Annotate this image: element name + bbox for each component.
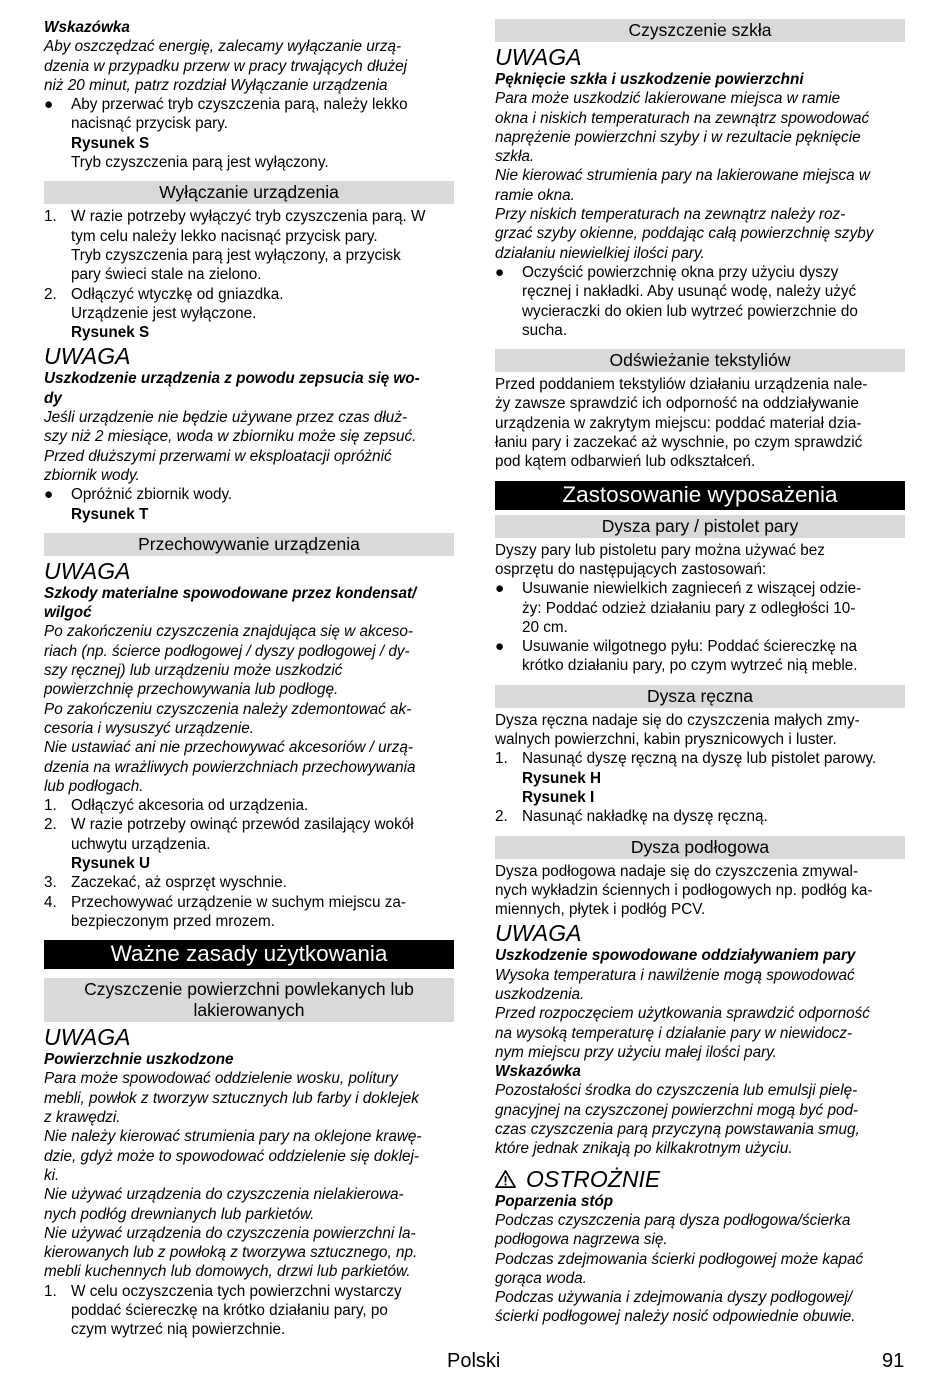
section-heading-textiles: Odświeżanie tekstyliów — [495, 349, 905, 372]
text-line: nym miejscu przy użyciu małej ilości pary. — [495, 1043, 777, 1061]
notice-text — [495, 966, 905, 1062]
bullet-item: ● Usuwanie niewielkich zagnieceń z wiszącej odzie- ży: Poddać odzież działaniu pary z odległości 10- 20 cm. — [495, 579, 905, 637]
text-line: ręcznej i nakładki. Aby usunąć wodę, należy użyć — [522, 283, 857, 301]
step-4: 4. Przechowywać urządzenie w suchym miejscu za- bezpieczonym przed mrozem. — [44, 893, 454, 932]
step-2: 2. W razie potrzeby owinąć przewód zasilający wokół uchwytu urządzenia. — [44, 815, 454, 854]
section-heading-switch-off: Wyłączanie urządzenia — [44, 181, 454, 204]
notice-heading: UWAGA — [44, 343, 131, 370]
text-line: mebli, powłok z tworzyw sztucznych lub farby i doklejek — [44, 1089, 419, 1107]
text-line: Przy niskich temperaturach na zewnątrz należy roz- — [495, 206, 846, 224]
text-line: z krawędzi. — [44, 1109, 121, 1127]
text-line: Uszkodzenie urządzenia z powodu zepsucia się wo- — [44, 370, 420, 388]
warning-triangle-icon — [495, 1169, 516, 1189]
text-line: zbiornik wody. — [44, 466, 140, 484]
text-line: pod kątem odbarwień lub odkształceń. — [495, 453, 756, 471]
figure-ref: Rysunek U — [71, 854, 151, 872]
notice-heading: UWAGA — [44, 1024, 131, 1051]
text-line: podłogowa nagrzewa się. — [495, 1231, 668, 1249]
notice-text — [495, 89, 905, 263]
text-line: ramie okna. — [495, 186, 575, 204]
text-line: na wysoką temperaturę i działanie pary w niewidocz- — [495, 1024, 853, 1042]
text-line: okna i niskich temperaturach na zewnątrz spowodować — [495, 109, 870, 127]
left-column — [44, 18, 454, 1340]
text-line: Przechowywać urządzenie w suchym miejscu za- — [71, 893, 406, 911]
text-line: bezpieczonym przed mrozem. — [71, 912, 276, 930]
text-line: uszkodzenia. — [495, 985, 585, 1003]
body-text — [495, 862, 905, 920]
chapter-heading-usage-rules: Ważne zasady użytkowania — [44, 940, 454, 969]
caution-heading — [495, 1167, 905, 1192]
text-line: lakierowanych — [193, 1000, 305, 1021]
text-line: dy — [44, 389, 62, 407]
figure-ref: Rysunek I — [522, 788, 595, 806]
bullet-item: ● Oczyścić powierzchnię okna przy użyciu dyszy ręcznej i nakładki. Aby usunąć wodę, należy użyć wycieraczki do okien lub wytrzeć powierzchnie do sucha. — [495, 263, 905, 340]
text-line: które jednak znikają po kilkakrotnym użyciu. — [495, 1140, 793, 1158]
text-line: uchwytu urządzenia. — [71, 835, 211, 853]
text-line: Po zakończeniu czyszczenia znajdująca się w akceso- — [44, 623, 414, 641]
text-line: niż 20 minut, patrz rozdział Wyłączanie urządzenia — [44, 76, 388, 94]
text-line: cesoria i wysuszyć urządzenie. — [44, 719, 254, 737]
text-line: łaniu pary i zaczekać aż wyschnie, po czym sprawdzić — [495, 434, 863, 452]
notice-subtitle: Uszkodzenie spowodowane oddziaływaniem pary — [495, 947, 856, 965]
figure-ref: Rysunek H — [522, 769, 602, 787]
text-line: czym wytrzeć nią powierzchnie. — [71, 1321, 286, 1339]
text-line: nych wykładzin ściennych i podłogowych np. podłóg ka- — [495, 881, 873, 899]
figure-ref: Rysunek S — [71, 324, 150, 342]
bullet-item: ● Opróżnić zbiornik wody. — [44, 486, 233, 504]
notice-subtitle: Pęknięcie szkła i uszkodzenie powierzchni — [495, 71, 804, 88]
text-line: gorąca woda. — [495, 1269, 587, 1287]
text-line: Nie należy kierować strumienia pary na oklejone krawę- — [44, 1128, 422, 1146]
text-line: Jeśli urządzenie nie będzie używane przez czas dłuż- — [44, 409, 408, 427]
section-heading-coated-surfaces — [44, 978, 454, 1022]
text-line: powierzchnię przechowywania lub podłogę. — [44, 681, 339, 699]
text-line: miennych, płytek i podłóg PCV. — [495, 901, 706, 919]
text-line: gnacyjnej na czyszczonej powierzchni mogą być pod- — [495, 1101, 859, 1119]
text-line: kierowanych lub z powłoką z tworzywa sztucznego, np. — [44, 1244, 418, 1262]
text-line: grzać szyby okienne, poddając całą powierzchnię szyby — [495, 225, 874, 243]
figure-ref: Rysunek S — [71, 134, 150, 152]
text-line: szy niż 2 miesiące, woda w zbiorniku może się zepsuć. — [44, 428, 417, 446]
step-1: 1. Nasunąć dyszę ręczną na dyszę lub pistolet parowy. — [495, 750, 877, 768]
step-3: 3. Zaczekać, aż osprzęt wyschnie. — [44, 874, 287, 892]
text-line: Nie używać urządzenia do czyszczenia powierzchni la- — [44, 1224, 416, 1242]
chapter-heading-accessories: Zastosowanie wyposażenia — [495, 481, 905, 510]
notice-heading: UWAGA — [495, 920, 582, 947]
text-line: lub podłogach. — [44, 777, 144, 795]
text-line: Przed rozpoczęciem użytkowania sprawdzić odporność — [495, 1005, 870, 1023]
section-heading-hand-nozzle: Dysza ręczna — [495, 685, 905, 708]
text-line: szy ręcznej) lub urządzeniu może uszkodzić — [44, 662, 343, 680]
body-text — [495, 541, 905, 580]
footer-language: Polski — [447, 1350, 501, 1372]
tip-text — [44, 37, 454, 95]
text-line: Przed poddaniem tekstyliów działaniu urządzenia nale- — [495, 376, 868, 394]
notice-subtitle — [44, 369, 454, 408]
text-line: Aby oszczędzać energię, zalecamy wyłączanie urzą- — [44, 38, 402, 56]
text-line: urządzenia w zakrytym miejscu: poddać materiał dzia- — [495, 414, 862, 432]
section-heading-glass: Czyszczenie szkła — [495, 19, 905, 42]
text-line: Odłączyć wtyczkę od gniazdka. — [71, 285, 284, 303]
bullet-item: ● Usuwanie wilgotnego pyłu: Poddać ściereczkę na krótko działaniu pary, po czym wytrzeć nią meble. — [495, 637, 905, 676]
text-line: W razie potrzeby owinąć przewód zasilający wokół — [71, 816, 414, 834]
text-line: czas czyszczenia parą przyczyną powstawania smug, — [495, 1121, 860, 1139]
text-line: nacisnąć przycisk pary. — [71, 115, 228, 133]
notice-heading: UWAGA — [44, 557, 131, 584]
text-line: Nie ustawiać ani nie przechowywać akcesoriów / urzą- — [44, 739, 413, 757]
right-column — [495, 18, 905, 1327]
text-line: dzie, gdyż może to spowodować oddzielenie się doklej- — [44, 1147, 419, 1165]
text-line: tym celu należy lekko nacisnąć przycisk pary. — [71, 227, 378, 245]
text-line: riach (np. ścierce podłogowej / dyszy podłogowej / dy- — [44, 642, 410, 660]
text-line: poddać ściereczkę na krótko działaniu pary, po — [71, 1302, 388, 1320]
text-line: Nie kierować strumienia pary na lakierowane miejsca w — [495, 167, 870, 185]
text-line: Usuwanie niewielkich zagnieceń z wiszącej odzie- — [522, 580, 862, 598]
text-line: naprężenie powierzchni szyby i w rezultacie pęknięcie — [495, 128, 861, 146]
page-number: 91 — [882, 1350, 905, 1372]
text-line: walnych powierzchni, kabin prysznicowych i luster. — [495, 731, 837, 749]
step-1: 1. W celu oczyszczenia tych powierzchni wystarczy poddać ściereczkę na krótko działaniu pary, po czym wytrzeć nią powierzchnie. — [44, 1282, 454, 1340]
text-line: ży zawsze sprawdzić ich odporność na oddziaływanie — [495, 395, 859, 413]
notice-heading: UWAGA — [495, 44, 582, 70]
text-line: Dysza podłogowa nadaje się do czyszczenia zmywal- — [495, 862, 859, 880]
text-line: W razie potrzeby wyłączyć tryb czyszczenia parą. W — [71, 208, 426, 226]
section-heading-steam-nozzle: Dysza pary / pistolet pary — [495, 515, 905, 538]
text-line: Szkody materialne spowodowane przez kondensat/ — [44, 584, 417, 602]
text-line: pary świeci stale na zielono. — [71, 266, 262, 284]
text-line: Dyszy pary lub pistoletu pary można używać bez — [495, 541, 825, 559]
text-line: 20 cm. — [522, 618, 568, 636]
text-line: szkła. — [495, 148, 535, 166]
text-line: Nie używać urządzenia do czyszczenia nielakierowa- — [44, 1186, 404, 1204]
text-line: ścierki podłogowej należy nosić odpowiednie obuwie. — [495, 1308, 856, 1326]
text-line: działaniu niewielkiej ilości pary. — [495, 244, 705, 262]
text-line: Podczas czyszczenia parą dysza podłogowa/ścierka — [495, 1211, 851, 1229]
text-line: dzenia na wrażliwych powierzchniach przechowywania — [44, 758, 416, 776]
text-line: sucha. — [522, 321, 568, 339]
text-line: ży: Poddać odzież działaniu pary z odległości 10- — [522, 599, 856, 617]
text-line: Podczas zdejmowania ścierki podłogowej może kapać — [495, 1250, 864, 1268]
notice-subtitle — [44, 584, 454, 623]
text-line: Usuwanie wilgotnego pyłu: Poddać ściereczkę na — [522, 638, 858, 656]
text-line: Tryb czyszczenia parą jest wyłączony, a przycisk — [71, 246, 401, 264]
step-1: 1. Odłączyć akcesoria od urządzenia. — [44, 797, 309, 815]
bullet-item: ● Aby przerwać tryb czyszczenia parą, należy lekko nacisnąć przycisk pary. — [44, 95, 454, 134]
text-line: wycieraczki do okien lub wytrzeć powierzchnie do — [522, 302, 858, 320]
tip-title: Wskazówka — [44, 19, 130, 36]
step-2: 2. Nasunąć nakładkę na dyszę ręczną. — [495, 808, 768, 826]
caution-subtitle: Poparzenia stóp — [495, 1192, 614, 1210]
text-line: ki. — [44, 1166, 60, 1184]
notice-text — [44, 1069, 454, 1281]
text-line: Oczyścić powierzchnię okna przy użyciu dyszy — [522, 263, 839, 281]
text-line: nych podłóg drewnianych lub parkietów. — [44, 1205, 315, 1223]
text-line: Para może uszkodzić lakierowane miejsca w ramie — [495, 90, 841, 108]
section-heading-floor-nozzle: Dysza podłogowa — [495, 836, 905, 859]
text-line: osprzętu do następujących zastosowań: — [495, 560, 767, 578]
text-line: dzenia w przypadku przerw w pracy trwających dłużej — [44, 57, 408, 75]
text-line: Wysoka temperatura i nawilżenie mogą spowodować — [495, 966, 855, 984]
figure-ref: Rysunek T — [71, 505, 149, 523]
text-line: Urządzenie jest wyłączone. — [71, 304, 257, 322]
text-line: Czyszczenie powierzchni powlekanych lub — [84, 979, 414, 1000]
result-text: Tryb czyszczenia parą jest wyłączony. — [71, 154, 329, 172]
text-line: krótko działaniu pary, po czym wytrzeć nią meble. — [522, 657, 858, 675]
text-line: Para może spowodować oddzielenie wosku, politury — [44, 1070, 398, 1088]
body-text — [495, 711, 905, 750]
text-line: Pozostałości środka do czyszczenia lub emulsji pielę- — [495, 1082, 858, 1100]
step-2: 2. Odłączyć wtyczkę od gniazdka. Urządzenie jest wyłączone. — [44, 285, 454, 324]
notice-text — [44, 408, 454, 485]
notice-subtitle: Powierzchnie uszkodzone — [44, 1051, 234, 1069]
step-1: 1. W razie potrzeby wyłączyć tryb czyszczenia parą. W tym celu należy lekko nacisnąć przycisk pary. Tryb czyszczenia parą jest wyłączony, a przycisk pary świeci stale na zielono. — [44, 207, 454, 284]
text-line: Podczas używania i zdejmowania dyszy podłogowej/ — [495, 1289, 853, 1307]
caution-label: OSTROŻNIE — [526, 1165, 661, 1192]
caution-text — [495, 1211, 905, 1327]
section-heading-storage: Przechowywanie urządzenia — [44, 533, 454, 556]
text-line: Przed dłuższymi przerwami w eksploatacji opróżnić — [44, 447, 392, 465]
text-line: mebli kuchennych lub domowych, drzwi lub parkietów. — [44, 1263, 411, 1281]
body-text — [495, 375, 905, 471]
tip-title: Wskazówka — [495, 1063, 581, 1081]
text-line: Po zakończeniu czyszczenia należy zdemontować ak- — [44, 700, 412, 718]
text-line: wilgoć — [44, 604, 92, 622]
notice-text — [44, 622, 454, 796]
text-line: W celu oczyszczenia tych powierzchni wystarczy — [71, 1282, 402, 1300]
text-line: Dysza ręczna nadaje się do czyszczenia małych zmy- — [495, 711, 860, 729]
tip-text — [495, 1081, 905, 1158]
text-line: Aby przerwać tryb czyszczenia parą, należy lekko — [71, 96, 408, 114]
